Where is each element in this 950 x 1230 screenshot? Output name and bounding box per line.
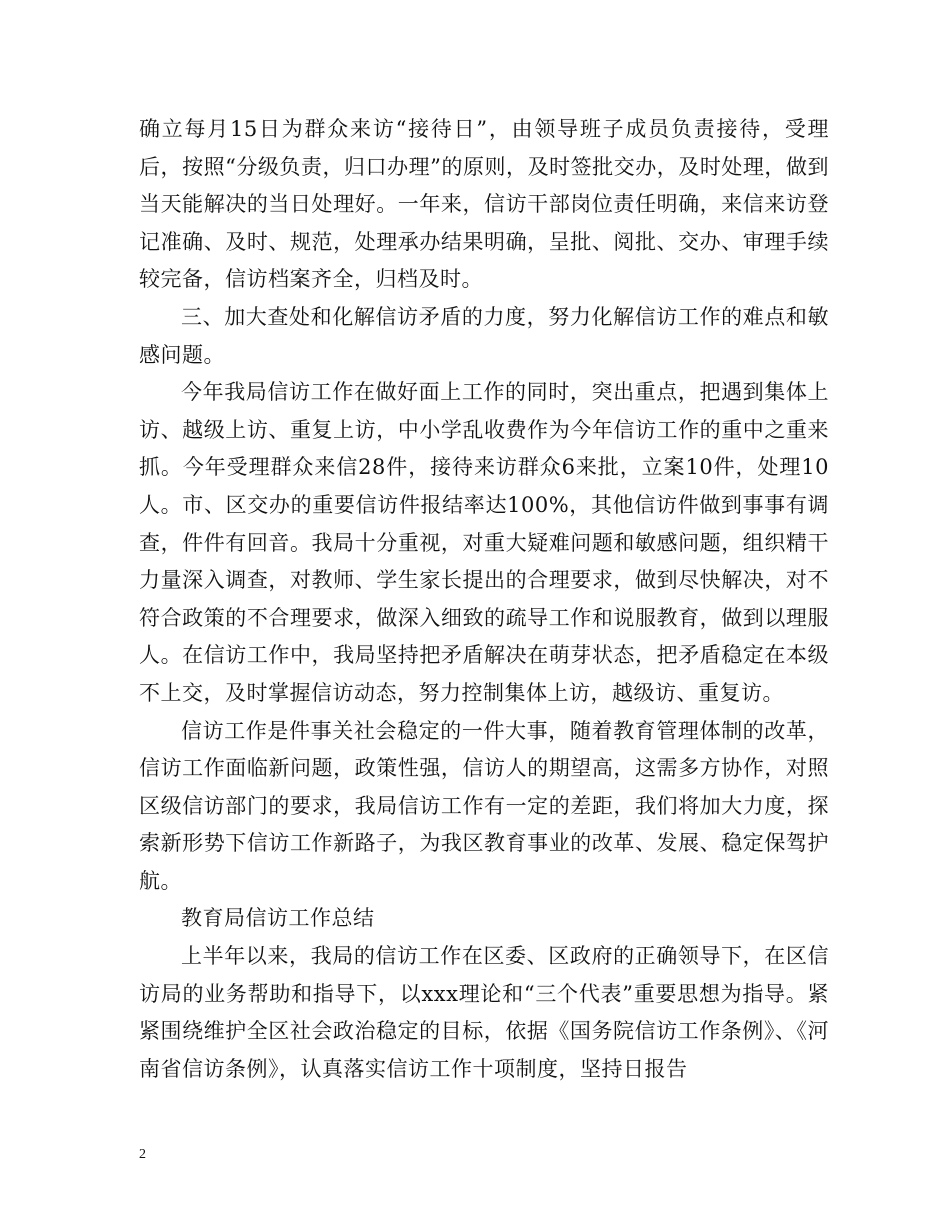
section-title: 教育局信访工作总结 [181,906,375,931]
document-body [139,111,829,1088]
paragraph-6: 上半年以来，我局的信访工作在区委、区政府的正确领导下，在区信访局的业务帮助和指导下，以xxx理论和“三个代表”重要思想为指导。紧紧围绕维护全区社会政治稳定的目标，依据《国务院信访工作条例》、《河南省信访条例》，认真落实信访工作十项制度，坚持日报告 [139,944,829,1081]
page-number: 2 [139,1147,146,1162]
paragraph-3: 今年我局信访工作在做好面上工作的同时，突出重点，把遇到集体上访、越级上访、重复上访，中小学乱收费作为今年信访工作的重中之重来抓。今年受理群众来信28件，接待来访群众6来批，立案10件，处理10人。市、区交办的重要信访件报结率达100%，其他信访件做到事事有调查，件件有回音。我局十分重视，对重大疑难问题和敏感问题，组织精干力量深入调查，对教师、学生家长提出的合理要求，做到尽快解决，对不符合政策的不合理要求，做深入细致的疏导工作和说服教育，做到以理服人。在信访工作中，我局坚持把矛盾解决在萌芽状态，把矛盾稳定在本级不上交，及时掌握信访动态，努力控制集体上访，越级访、重复访。 [139,380,829,705]
paragraph-2-heading: 三、加大查处和化解信访矛盾的力度，努力化解信访工作的难点和敏感问题。 [139,304,829,367]
paragraph-1: 确立每月15日为群众来访“接待日”，由领导班子成员负责接待，受理后，按照“分级负责，归口办理”的原则，及时签批交办，及时处理，做到当天能解决的当日处理好。一年来，信访干部岗位责任明确，来信来访登记准确、及时、规范，处理承办结果明确，呈批、阅批、交办、审理手续较完备，信访档案齐全，归档及时。 [139,117,829,292]
paragraph-4: 信访工作是件事关社会稳定的一件大事，随着教育管理体制的改革，信访工作面临新问题，政策性强，信访人的期望高，这需多方协作，对照区级信访部门的要求，我局信访工作有一定的差距，我们将加大力度，探索新形势下信访工作新路子，为我区教育事业的改革、发展、稳定保驾护航。 [139,718,829,893]
